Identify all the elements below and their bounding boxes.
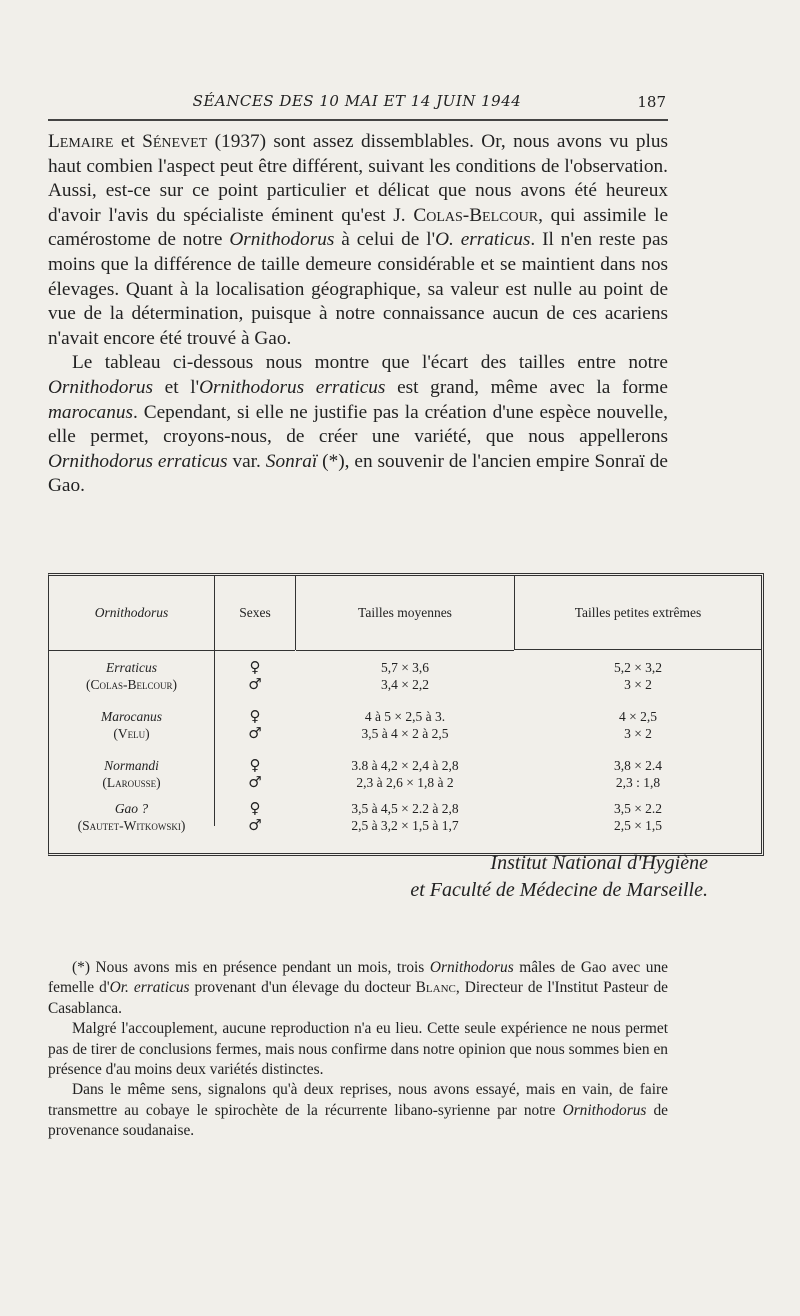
text-run: Ornithodorus (429, 959, 514, 976)
species-name: Normandi (104, 758, 159, 773)
text-run: de provenance soudanaise. (48, 1101, 668, 1140)
male-symbol: ♂ (248, 773, 262, 791)
extreme-size-male: 3 × 2 (624, 726, 652, 741)
text-run: Ornithodorus (562, 1101, 647, 1119)
header-title: SÉANCES DES 10 MAI ET 14 JUIN 1944 (192, 92, 522, 110)
text-run: Or. erraticus (109, 979, 190, 997)
text-run: est grand, même avec la forme (385, 376, 668, 398)
paragraph-2 (48, 351, 668, 499)
text-run: Lemaire (48, 131, 114, 152)
body-text (48, 130, 668, 499)
table-cell (296, 659, 514, 695)
average-size-female: 3,5 à 4,5 × 2.2 à 2,8 (351, 801, 459, 816)
text-run: Ornithodorus (48, 376, 153, 398)
footnote-paragraph-3 (48, 1080, 668, 1141)
male-symbol: ♂ (248, 724, 262, 742)
footnote (48, 958, 668, 1142)
table-row (49, 708, 761, 744)
table-cell (49, 800, 214, 836)
signature-line-2: et Faculté de Médecine de Marseille. (410, 879, 708, 901)
table-row (49, 659, 761, 695)
table-cell (49, 659, 214, 695)
text-run: mâles de Gao avec une femelle d' (48, 959, 669, 997)
table-cell (215, 757, 295, 793)
signature-block (410, 850, 708, 904)
table-cell (49, 757, 214, 793)
extreme-size-male: 2,3 : 1,8 (615, 775, 661, 790)
header-sexes: Sexes (215, 576, 295, 651)
text-run: (*), en souvenir de l'ancien empire Sonraï de Gao. (48, 450, 668, 497)
male-symbol: ♂ (248, 816, 262, 834)
extreme-size-female: 5,2 × 3,2 (613, 660, 663, 675)
table-row (49, 757, 761, 793)
table-cell (296, 708, 514, 744)
table-cell (49, 708, 214, 744)
col-divider (214, 576, 215, 650)
average-size-female: 5,7 × 3,6 (380, 660, 430, 675)
text-run: (1937) sont assez dissemblables. Or, nous avons vu plus haut combien l'aspect peut être différent, suivant les conditions de l'observation. Aussi, est-ce sur ce point particulier et délicat que nous avons été heureux d'avoir l'avis du spécialiste éminent qu'est J. (48, 131, 668, 226)
size-comparison-table (48, 573, 764, 856)
species-author: (Larousse) (102, 775, 161, 790)
text-run: Ornithodorus erraticus (48, 450, 228, 472)
text-run: . Il n'en reste pas moins que la différence de taille demeure considérable et se maintient dans nos élevages. Quant à la localisation géographique, sa valeur est nulle au point de vue de la détermination, puisque à notre connaissance aucun de ces acariens n'avait encore été trouvé à Gao. (48, 229, 669, 349)
text-run: . Cependant, si elle ne justifie pas la création d'une espèce nouvelle, elle permet, croyons-nous, de créer une variété, que nous appellerons (48, 401, 668, 448)
table-cell (296, 800, 514, 836)
average-size-female: 4 à 5 × 2,5 à 3. (364, 709, 446, 724)
text-run: Blanc (415, 979, 456, 997)
average-size-male: 2,3 à 2,6 × 1,8 à 2 (356, 775, 454, 790)
paragraph-1 (48, 130, 668, 351)
running-header (48, 92, 666, 116)
species-name: Erraticus (105, 660, 157, 675)
footnote-paragraph-2: Malgré l'accouplement, aucune reproduction n'a eu lieu. Cette seule expérience ne nous permet pas de tirer de conclusions fermes, mais nous confirme dans notre opinion que nous sommes bien en présence d'au moins deux variétés distinctes. (48, 1020, 668, 1079)
text-run: et (113, 131, 143, 152)
table-cell (215, 659, 295, 695)
footnote-paragraph-1 (48, 958, 668, 1019)
species-author: (Colas-Belcour) (86, 677, 177, 692)
text-run: , Directeur de l'Institut Pasteur de Casablanca. (48, 979, 668, 1017)
average-size-male: 3,4 × 2,2 (380, 677, 430, 692)
text-run: Sénevet (142, 131, 208, 152)
table-cell (515, 757, 761, 793)
average-size-male: 3,5 à 4 × 2 à 2,5 (361, 726, 449, 741)
female-symbol: ♀ (249, 756, 261, 774)
text-run: à celui de l' (334, 229, 436, 251)
table-cell (515, 659, 761, 695)
table-cell (515, 800, 761, 836)
female-symbol: ♀ (249, 707, 261, 725)
text-run: Sonraï (265, 450, 318, 472)
header-species: Ornithodorus (49, 576, 214, 651)
text-run: Colas-Belcour (413, 204, 539, 226)
text-run: Ornithodorus (229, 229, 335, 251)
text-run: Dans le même sens, signalons qu'à deux reprises, nous avons essayé, mais en vain, de faire transmettre au cobaye le spirochète de la récurrente libano-syrienne par notre (48, 1081, 668, 1119)
species-author: (Sautet-Witkowski) (77, 818, 186, 833)
text-run: var. (227, 450, 266, 472)
text-run: provenant d'un élevage du docteur (189, 979, 416, 997)
text-run: (*) Nous avons mis en présence pendant un mois, trois (72, 959, 430, 976)
species-author: (Velu) (113, 726, 150, 741)
text-run: , qui assimile le camérostome de notre (48, 204, 668, 251)
extreme-size-male: 3 × 2 (624, 677, 652, 692)
extreme-size-female: 4 × 2,5 (619, 709, 657, 724)
average-size-male: 2,5 à 3,2 × 1,5 à 1,7 (351, 818, 459, 833)
signature-line-1: Institut National d'Hygiène (490, 852, 708, 874)
species-name: Gao ? (114, 801, 149, 816)
col-divider (295, 576, 296, 650)
header-small-extreme-sizes: Tailles petites extrêmes (515, 576, 761, 650)
table-cell (215, 708, 295, 744)
text-run: O. erraticus (435, 229, 531, 251)
text-run: Le tableau ci-dessous nous montre que l'écart des tailles entre notre (72, 352, 668, 374)
text-run: Ornithodorus erraticus (199, 376, 386, 398)
table-cell (296, 757, 514, 793)
extreme-size-female: 3,8 × 2.4 (613, 758, 663, 773)
extreme-size-female: 3,5 × 2.2 (613, 801, 663, 816)
table-cell (515, 708, 761, 744)
table-row (49, 800, 761, 836)
species-name: Marocanus (101, 709, 162, 724)
extreme-size-male: 2,5 × 1,5 (613, 818, 663, 833)
table-cell (215, 800, 295, 836)
text-run: et l' (153, 376, 200, 398)
page-number: 187 (637, 93, 666, 111)
col-divider (514, 576, 515, 650)
text-run: marocanus (48, 401, 133, 423)
female-symbol: ♀ (249, 658, 261, 676)
header-average-sizes: Tailles moyennes (296, 576, 514, 651)
female-symbol: ♀ (249, 799, 261, 817)
male-symbol: ♂ (248, 675, 262, 693)
header-rule (48, 119, 668, 121)
average-size-female: 3.8 à 4,2 × 2,4 à 2,8 (351, 758, 459, 773)
